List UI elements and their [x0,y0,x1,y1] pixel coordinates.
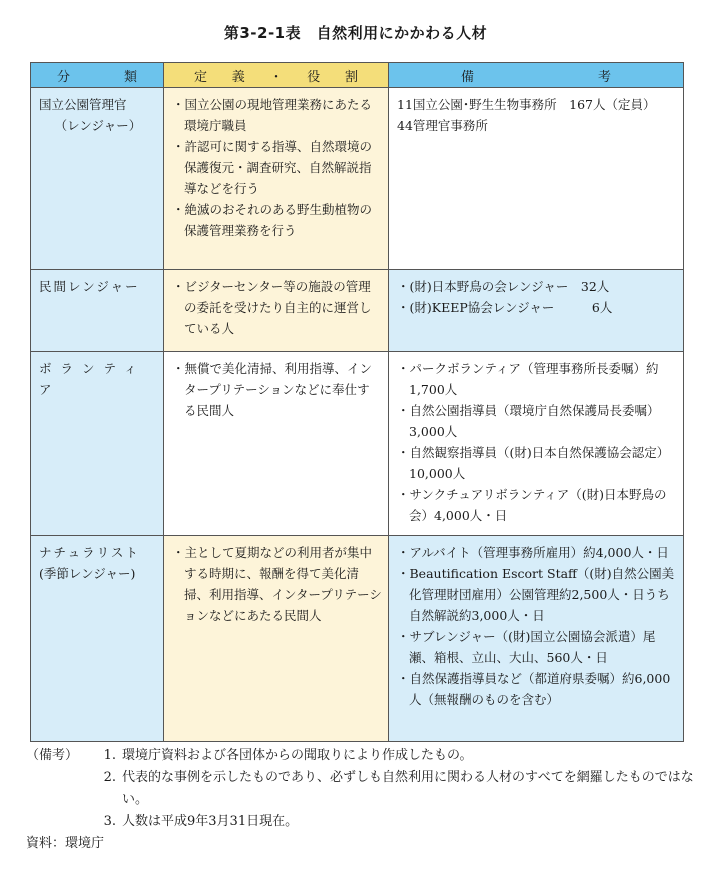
category-cell: 国立公園管理官 （レンジャー） [31,88,164,270]
notes-cell: ・パークボランティア（管理事務所長委嘱）約1,700人 ・自然公園指導員（環境庁自然保護局長委嘱）3,000人 ・自然観察指導員（(財)日本自然保護協会認定）10,000人 ・サンクチュアリボランティア（(財)日本野鳥の会）4,000人・日 [389,352,684,536]
header-category: 分 類 [31,63,164,88]
footnote-item: 3. 人数は平成9年3月31日現在。 [103,814,299,829]
footnotes [26,745,696,855]
personnel-table [30,62,684,742]
footnote-item: （備考） 1. 環境庁資料および各団体からの聞取りにより作成したもの。 [26,748,473,763]
source-line: 資料：環境庁 [26,836,105,851]
table-row [31,88,684,270]
notes-cell: ・(財)日本野鳥の会レンジャー 32人 ・(財)KEEP協会レンジャー 6人 [389,270,684,352]
category-cell: ナチュラリスト (季節レンジャー) [31,536,164,742]
header-notes: 備 考 [389,63,684,88]
definition-cell: ・国立公園の現地管理業務にあたる環境庁職員 ・許認可に関する指導、自然環境の保護復元・調査研究、自然解説指導などを行う ・絶滅のおそれのある野生動植物の保護管理業務を行う [164,88,389,270]
notes-cell: 11国立公園･野生生物事務所 167人（定員） 44管理官事務所 [389,88,684,270]
table-row [31,536,684,742]
table-header-row [31,63,684,88]
category-cell: 民間レンジャー [31,270,164,352]
table-row [31,352,684,536]
notes-cell: ・アルバイト（管理事務所雇用）約4,000人・日 ・Beautification Escort Staff（(財)自然公園美化管理財団雇用）公園管理約2,500人・日うち自然解説約3,000人・日 ・サブレンジャー（(財)国立公園協会派遣）尾瀬、箱根、立山、大山、560人・日 ・自然保護指導員など（都道府県委嘱）約6,000人（無報酬のものを含む） [389,536,684,742]
header-definition: 定 義 ・ 役 割 [164,63,389,88]
table-row [31,270,684,352]
definition-cell: ・主として夏期などの利用者が集中する時期に、報酬を得て美化清掃、利用指導、インタープリテーションなどにあたる民間人 [164,536,389,742]
footnote-item: 2. 代表的な事例を示したものであり、必ずしも自然利用に関わる人材のすべてを網羅したものではない。 [103,770,694,807]
category-cell: ボランティア [31,352,164,536]
definition-cell: ・無償で美化清掃、利用指導、インタープリテーションなどに奉仕する民間人 [164,352,389,536]
table-title: 第3-2-1表 自然利用にかかわる人材 [223,24,488,42]
definition-cell: ・ビジターセンター等の施設の管理の委託を受けたり自主的に運営している人 [164,270,389,352]
